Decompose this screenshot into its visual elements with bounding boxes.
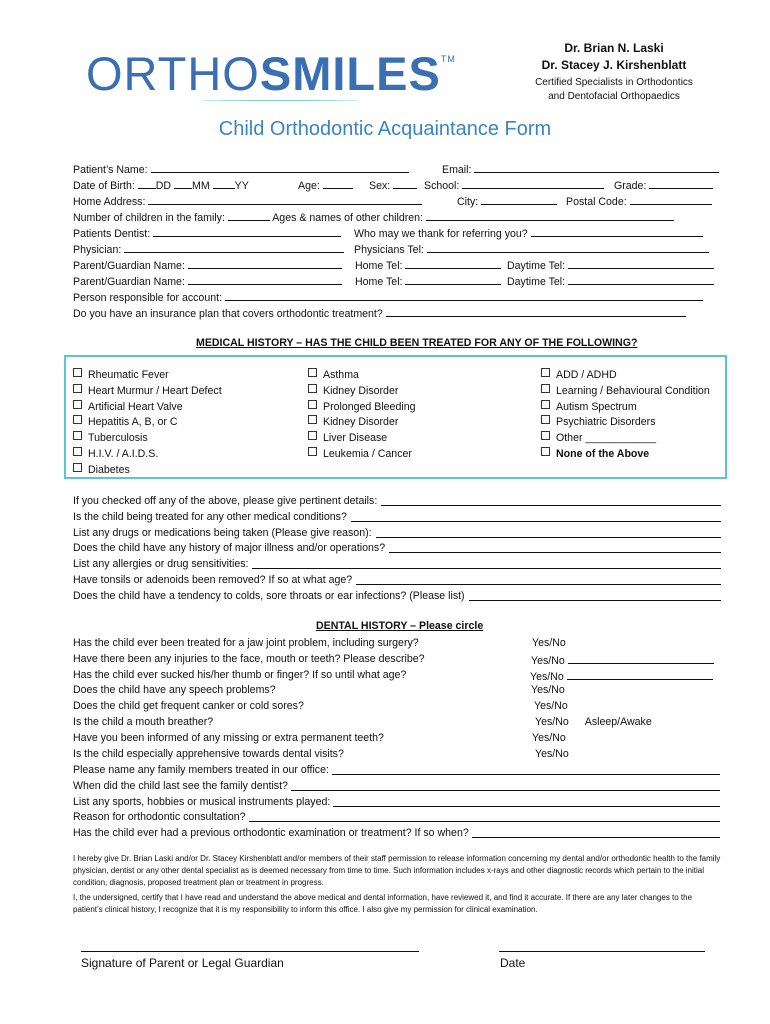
- referral-field[interactable]: [531, 225, 703, 237]
- medical-question-row: [73, 573, 721, 587]
- condition-item[interactable]: [308, 384, 398, 398]
- medical-question-row: [73, 557, 721, 571]
- medical-answer-field[interactable]: [351, 510, 721, 522]
- children-count-field[interactable]: [228, 209, 270, 221]
- row-insurance: Do you have an insurance plan that covers orthodontic treatment?: [73, 305, 686, 321]
- condition-label: Kidney Disorder: [323, 384, 399, 397]
- medical-answer-field[interactable]: [356, 573, 721, 585]
- school-field[interactable]: [462, 177, 604, 189]
- condition-checkbox[interactable]: [308, 384, 317, 393]
- row-grade: Grade:: [614, 177, 713, 193]
- medical-question-row: [73, 589, 721, 603]
- dental-open-question-row: [73, 779, 720, 793]
- medical-question-row: [73, 526, 721, 540]
- dental-open-question-label: Has the child ever had a previous orthodontic examination or treatment? If so when?: [73, 827, 469, 840]
- row-guardian-2-home-tel: Home Tel:: [355, 273, 501, 289]
- doctor-credential-1: Certified Specialists in Orthodontics: [535, 77, 693, 88]
- postal-code-field[interactable]: [630, 193, 712, 205]
- dental-yes-no[interactable]: Yes/No: [535, 747, 569, 760]
- orthosmiles-logo: [86, 47, 456, 100]
- row-dentist: Patients Dentist:: [73, 225, 341, 241]
- dental-question-label: Does the child have any speech problems?: [73, 684, 276, 697]
- condition-item[interactable]: [73, 384, 222, 398]
- dentist-field[interactable]: [153, 225, 341, 237]
- physician-field[interactable]: [124, 241, 344, 253]
- dental-yes-no[interactable]: Yes/No: [531, 684, 565, 697]
- dental-yes-no[interactable]: Yes/No: [534, 700, 568, 713]
- condition-checkbox[interactable]: [308, 415, 317, 424]
- logo-ortho: ORTHO: [86, 47, 260, 100]
- condition-item[interactable]: [73, 400, 183, 414]
- condition-label: Tuberculosis: [88, 432, 148, 445]
- condition-item[interactable]: [308, 431, 387, 445]
- grade-field[interactable]: [649, 177, 713, 189]
- condition-checkbox[interactable]: [73, 415, 82, 424]
- row-referral: Who may we thank for referring you?: [354, 225, 703, 241]
- dental-yes-no[interactable]: Yes/No: [530, 668, 713, 684]
- condition-item[interactable]: [73, 368, 169, 382]
- guardian-1-day-tel-field[interactable]: [568, 257, 714, 269]
- condition-checkbox[interactable]: [541, 431, 550, 440]
- dental-question-label: Have you been informed of any missing or extra permanent teeth?: [73, 731, 384, 744]
- row-children: Number of children in the family: Ages & names of other children:: [73, 209, 674, 225]
- dental-open-question-label: List any sports, hobbies or musical instruments played:: [73, 795, 331, 808]
- row-age: Age:: [298, 177, 353, 193]
- dental-details-field[interactable]: [568, 652, 714, 664]
- condition-checkbox[interactable]: [73, 447, 82, 456]
- logo-smiles: SMILES: [259, 47, 441, 100]
- row-city: City:: [457, 193, 557, 209]
- doctor-name-2: Dr. Stacey J. Kirshenblatt: [541, 58, 687, 72]
- dental-question-label: Has the child ever been treated for a jaw joint problem, including surgery?: [73, 637, 419, 649]
- row-responsible: Person responsible for account:: [73, 289, 703, 305]
- guardian-1-name-field[interactable]: [188, 257, 342, 269]
- condition-item[interactable]: [308, 415, 398, 429]
- dental-question-label: Is the child especially apprehensive towards dental visits?: [73, 747, 344, 760]
- dental-yes-no[interactable]: Yes/No Asleep/Awake: [535, 716, 652, 728]
- medical-answer-field[interactable]: [389, 541, 721, 553]
- dental-question-label: Have there been any injuries to the face, mouth or teeth? Please describe?: [73, 652, 425, 665]
- row-sex: Sex:: [369, 177, 417, 193]
- dental-question-label: Does the child get frequent canker or cold sores?: [73, 700, 304, 713]
- medical-question-label: List any drugs or medications being taken (Please give reason):: [73, 526, 372, 539]
- row-physician-tel: Physicians Tel:: [354, 241, 709, 257]
- condition-label: Hepatitis A, B, or C: [88, 416, 178, 429]
- medical-question-row: [73, 510, 721, 524]
- logo-tm: TM: [440, 54, 456, 64]
- doctor-name-1: Dr. Brian N. Laski: [564, 41, 664, 55]
- row-guardian-1-day-tel: Daytime Tel:: [507, 257, 714, 273]
- patient-name-field[interactable]: [151, 161, 409, 173]
- guardian-signature-line[interactable]: [81, 951, 419, 952]
- condition-checkbox[interactable]: [541, 384, 550, 393]
- consent-paragraph-2: I, the undersigned, certify that I have read and understand the above medical and dental information, have reviewed it, and find it accurate. If there are any later changes to the patient’s clinical history, I recognize that it is my responsibility to inform this office. I also give my permission for clinical examination.: [73, 893, 693, 914]
- condition-checkbox[interactable]: [308, 400, 317, 409]
- row-email: Email:: [442, 161, 719, 177]
- dental-yes-no[interactable]: Yes/No: [532, 731, 566, 744]
- medical-answer-field[interactable]: [376, 526, 721, 538]
- row-patient-name: Patient’s Name:: [73, 161, 409, 177]
- condition-item[interactable]: [541, 384, 710, 398]
- row-physician: Physician:: [73, 241, 344, 257]
- condition-label: Diabetes: [88, 463, 130, 476]
- city-field[interactable]: [481, 193, 557, 205]
- condition-checkbox[interactable]: [541, 415, 550, 424]
- row-guardian-1: Parent/Guardian Name:: [73, 257, 342, 273]
- condition-label: Asthma: [323, 369, 359, 381]
- dental-open-answer-field[interactable]: [333, 795, 720, 807]
- condition-checkbox[interactable]: [73, 463, 82, 472]
- condition-checkbox[interactable]: [73, 431, 82, 440]
- condition-item[interactable]: [73, 463, 130, 477]
- medical-question-label: Does the child have a tendency to colds, sore throats or ear infections? (Please list): [73, 589, 465, 602]
- guardian-signature-label: Signature of Parent or Legal Guardian: [81, 956, 284, 970]
- consent-paragraph-1: I hereby give Dr. Brian Laski and/or Dr. Stacey Kirshenblatt and/or members of their staff permission to release information concerning my dental and/or orthodontic health to the family physician, dentist or any other dental specialist as is deemed necessary from time to time. Such information includes x-rays and other diagnostic records which pertain to the initial condition, diagnosis, proposed treatment plan or treatment in progress.: [73, 854, 721, 887]
- condition-item[interactable]: [308, 400, 415, 414]
- condition-item[interactable]: [541, 431, 656, 445]
- medical-answer-field[interactable]: [252, 557, 721, 569]
- dental-history-heading: DENTAL HISTORY – Please circle: [316, 620, 484, 632]
- condition-label: H.I.V. / A.I.D.S.: [88, 448, 159, 460]
- dental-open-question-row: [73, 795, 720, 809]
- row-guardian-2-day-tel: Daytime Tel:: [507, 273, 714, 289]
- condition-label: ADD / ADHD: [556, 369, 617, 381]
- condition-label: Kidney Disorder: [323, 416, 399, 429]
- logo-smile-curve: [200, 100, 360, 101]
- sex-field[interactable]: [393, 177, 417, 189]
- row-school: School:: [424, 177, 604, 193]
- row-guardian-1-home-tel: Home Tel:: [355, 257, 501, 273]
- row-postal: Postal Code:: [566, 193, 712, 209]
- condition-item[interactable]: [73, 431, 148, 445]
- dob-dd-field[interactable]: [138, 177, 156, 189]
- date-label: Date: [500, 956, 526, 970]
- form-title: Child Orthodontic Acquaintance Form: [218, 118, 552, 140]
- dob-mm-field[interactable]: [174, 177, 192, 189]
- medical-history-heading: MEDICAL HISTORY – HAS THE CHILD BEEN TREATED FOR ANY OF THE FOLLOWING?: [196, 337, 638, 349]
- guardian-1-home-tel-field[interactable]: [405, 257, 501, 269]
- condition-item[interactable]: [73, 447, 158, 461]
- age-field[interactable]: [323, 177, 353, 189]
- physician-tel-field[interactable]: [427, 241, 709, 253]
- condition-item[interactable]: [73, 415, 178, 429]
- medical-answer-field[interactable]: [469, 589, 721, 601]
- condition-label: None of the Above: [556, 448, 650, 460]
- dental-yes-no[interactable]: Yes/No: [531, 652, 714, 668]
- dental-open-answer-field[interactable]: [291, 779, 720, 791]
- condition-item[interactable]: [308, 368, 359, 382]
- condition-checkbox[interactable]: [541, 400, 550, 409]
- condition-label: Other ____________: [556, 432, 657, 445]
- condition-item[interactable]: [541, 447, 649, 461]
- dental-open-answer-field[interactable]: [332, 763, 720, 775]
- condition-label: Heart Murmur / Heart Defect: [88, 384, 222, 397]
- dental-open-question-label: When did the child last see the family dentist?: [73, 779, 288, 792]
- address-field[interactable]: [148, 193, 422, 205]
- condition-label: Rheumatic Fever: [88, 369, 169, 381]
- responsible-field[interactable]: [225, 289, 703, 301]
- dental-question-label: Is the child a mouth breather?: [73, 716, 214, 728]
- dental-open-question-row: [73, 810, 720, 824]
- dental-open-question-row: [73, 763, 720, 777]
- doctor-credential-2: and Dentofacial Orthopaedics: [548, 91, 680, 102]
- insurance-field[interactable]: [386, 305, 686, 317]
- asleep-awake-option[interactable]: Asleep/Awake: [584, 716, 652, 728]
- condition-label: Psychiatric Disorders: [556, 416, 656, 429]
- dental-yes-no[interactable]: Yes/No: [532, 637, 566, 649]
- medical-question-label: Is the child being treated for any other medical conditions?: [73, 510, 347, 523]
- row-address: Home Address:: [73, 193, 422, 209]
- medical-question-label: If you checked off any of the above, please give pertinent details:: [73, 495, 378, 507]
- condition-item[interactable]: [308, 447, 412, 461]
- dental-details-field[interactable]: [567, 668, 713, 680]
- condition-label: Artificial Heart Valve: [88, 400, 183, 413]
- condition-item[interactable]: [541, 368, 617, 382]
- medical-answer-field[interactable]: [381, 494, 721, 506]
- dental-open-question-label: Please name any family members treated in our office:: [73, 764, 329, 776]
- condition-item[interactable]: [541, 400, 637, 414]
- guardian-2-home-tel-field[interactable]: [405, 273, 501, 285]
- dental-question-label: Has the child ever sucked his/her thumb or finger? If so until what age?: [73, 668, 407, 681]
- condition-checkbox[interactable]: [541, 368, 550, 377]
- dental-open-question-row: [73, 826, 720, 840]
- medical-question-label: Does the child have any history of major illness and/or operations?: [73, 542, 386, 555]
- condition-label: Autism Spectrum: [556, 400, 637, 413]
- guardian-2-day-tel-field[interactable]: [568, 273, 714, 285]
- date-signature-line[interactable]: [499, 951, 705, 952]
- condition-item[interactable]: [541, 415, 656, 429]
- condition-checkbox[interactable]: [308, 431, 317, 440]
- dental-open-answer-field[interactable]: [249, 810, 720, 822]
- condition-label: Leukemia / Cancer: [323, 448, 412, 460]
- condition-checkbox[interactable]: [73, 400, 82, 409]
- email-field[interactable]: [474, 161, 719, 173]
- other-children-field[interactable]: [426, 209, 674, 221]
- condition-checkbox[interactable]: [308, 368, 317, 377]
- medical-question-row: [73, 494, 721, 508]
- dob-yy-field[interactable]: [213, 177, 235, 189]
- guardian-2-name-field[interactable]: [188, 273, 342, 285]
- condition-checkbox[interactable]: [541, 447, 550, 456]
- condition-label: Learning / Behavioural Condition: [556, 384, 710, 397]
- row-dob: Date of Birth: DD MM YY: [73, 177, 249, 193]
- medical-question-label: Have tonsils or adenoids been removed? If so at what age?: [73, 574, 353, 586]
- dental-open-question-label: Reason for orthodontic consultation?: [73, 811, 246, 824]
- condition-checkbox[interactable]: [308, 447, 317, 456]
- condition-label: Liver Disease: [323, 432, 388, 445]
- condition-checkbox[interactable]: [73, 368, 82, 377]
- dental-open-answer-field[interactable]: [472, 826, 720, 838]
- row-guardian-2: Parent/Guardian Name:: [73, 273, 342, 289]
- medical-question-row: [73, 541, 721, 555]
- condition-label: Prolonged Bleeding: [323, 400, 416, 413]
- condition-checkbox[interactable]: [73, 384, 82, 393]
- medical-question-label: List any allergies or drug sensitivities:: [73, 558, 249, 571]
